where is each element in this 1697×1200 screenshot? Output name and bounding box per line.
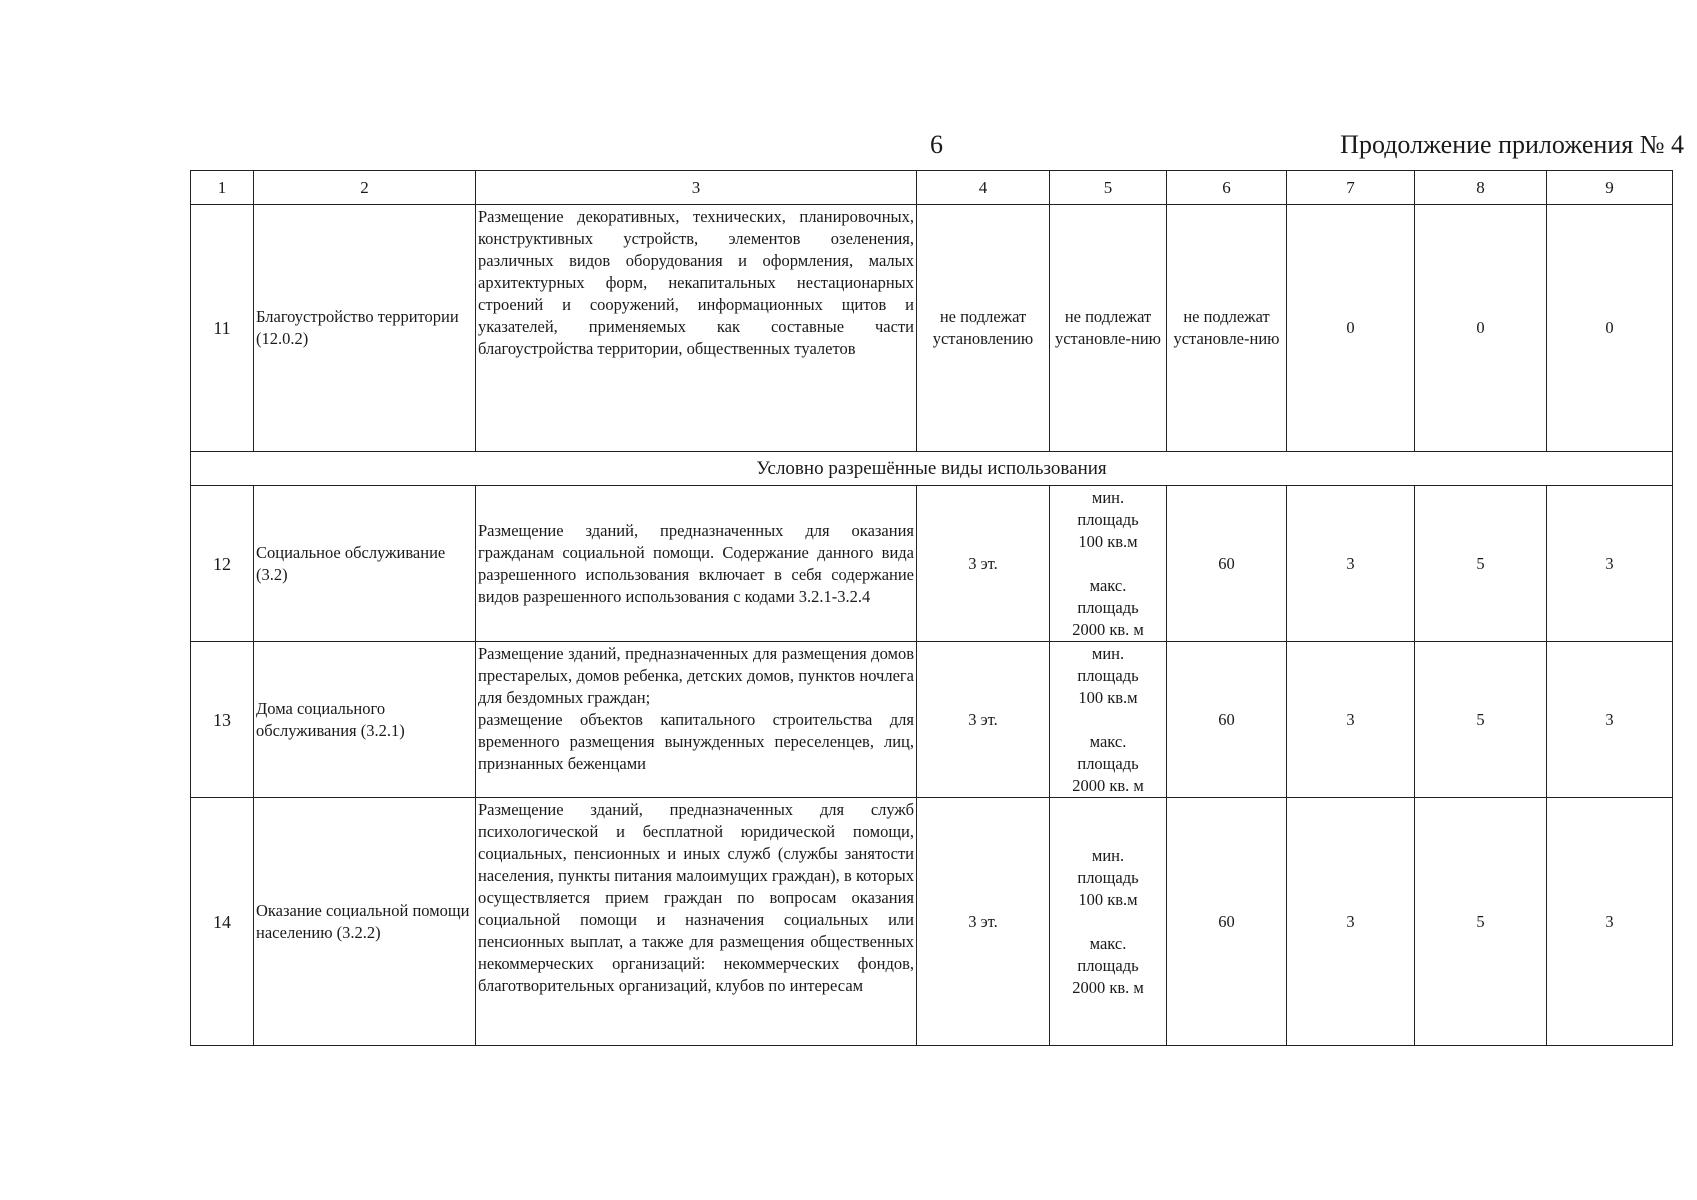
section-header-row xyxy=(191,452,1673,486)
column-number-row xyxy=(191,171,1673,205)
max-area-word: площадь xyxy=(1077,597,1139,617)
description-text: Размещение зданий, предназначенных для оказания гражданам социальной помощи. Содержание данного вида разрешенного использования включает в себя содержание видов разрешенного использования с кодами 3.2.1-3.2.4 xyxy=(478,521,914,606)
cell-col7: 3 xyxy=(1287,642,1415,798)
max-area-word: площадь xyxy=(1077,955,1139,975)
max-area-value: 2000 кв. м xyxy=(1072,619,1144,639)
cell-col4: 3 эт. xyxy=(917,486,1050,642)
use-type-name: Благоустройство территории (12.0.2) xyxy=(254,205,476,452)
use-type-description xyxy=(476,205,917,452)
use-type-description xyxy=(476,798,917,1046)
cell-col6: 60 xyxy=(1167,798,1287,1046)
cell-col6: 60 xyxy=(1167,486,1287,642)
row-number: 14 xyxy=(191,798,254,1046)
min-area-word: площадь xyxy=(1077,665,1139,685)
column-number: 9 xyxy=(1547,171,1673,205)
max-area-value: 2000 кв. м xyxy=(1072,775,1144,795)
cell-col5 xyxy=(1050,486,1167,642)
use-type-description xyxy=(476,642,917,798)
cell-col9: 3 xyxy=(1547,642,1673,798)
max-area-label: макс. xyxy=(1089,731,1127,751)
use-type-description xyxy=(476,486,917,642)
row-number: 13 xyxy=(191,642,254,798)
cell-col5: не подлежат установле-нию xyxy=(1050,205,1167,452)
use-type-name: Социальное обслуживание (3.2) xyxy=(254,486,476,642)
cell-col9: 0 xyxy=(1547,205,1673,452)
table-row xyxy=(191,642,1673,798)
min-area-value: 100 кв.м xyxy=(1078,889,1138,909)
column-number: 1 xyxy=(191,171,254,205)
cell-col7: 3 xyxy=(1287,486,1415,642)
cell-col4: 3 эт. xyxy=(917,642,1050,798)
use-type-name: Дома социального обслуживания (3.2.1) xyxy=(254,642,476,798)
cell-col5 xyxy=(1050,798,1167,1046)
column-number: 3 xyxy=(476,171,917,205)
min-area-label: мин. xyxy=(1091,487,1125,507)
description-text: Размещение зданий, предназначенных для служб психологической и бесплатной юридической помощи, социальных, пенсионных и иных служб (службы занятости населения, пункты питания малоимущих граждан), в которых осуществляется прием граждан по вопросам оказания социальной помощи и назначения социальных или пенсионных выплат, а также для размещения общественных некоммерческих организаций: некоммерческих фондов, благотворительных организаций, клубов по интересам xyxy=(478,800,914,995)
row-number: 12 xyxy=(191,486,254,642)
cell-col4: не подлежат установлению xyxy=(917,205,1050,452)
table-row xyxy=(191,205,1673,452)
max-area-label: макс. xyxy=(1089,575,1127,595)
max-area-label: макс. xyxy=(1089,933,1127,953)
description-text: Размещение зданий, предназначенных для размещения домов престарелых, домов ребенка, детских домов, пунктов ночлега для бездомных граждан; xyxy=(478,644,914,707)
description-text: Размещение декоративных, технических, планировочных, конструктивных устройств, элементов озеленения, различных видов оборудования и оформления, малых архитектурных форм, некапитальных нестационарных строений и сооружений, информационных щитов и указателей, применяемых как составные части благоустройства территории, общественных туалетов xyxy=(478,207,914,358)
column-number: 2 xyxy=(254,171,476,205)
cell-col9: 3 xyxy=(1547,486,1673,642)
cell-col6: не подлежат установле-нию xyxy=(1167,205,1287,452)
column-number: 6 xyxy=(1167,171,1287,205)
land-use-table xyxy=(190,170,1673,1046)
cell-col8: 5 xyxy=(1415,798,1547,1046)
cell-col5 xyxy=(1050,642,1167,798)
column-number: 4 xyxy=(917,171,1050,205)
cell-col8: 5 xyxy=(1415,486,1547,642)
section-title: Условно разрешённые виды использования xyxy=(191,452,1673,486)
description-text: размещение объектов капитального строительства для временного размещения вынужденных переселенцев, лиц, признанных беженцами xyxy=(478,710,914,773)
cell-col9: 3 xyxy=(1547,798,1673,1046)
min-area-word: площадь xyxy=(1077,867,1139,887)
cell-col8: 0 xyxy=(1415,205,1547,452)
table-row xyxy=(191,486,1673,642)
cell-col4: 3 эт. xyxy=(917,798,1050,1046)
min-area-value: 100 кв.м xyxy=(1078,687,1138,707)
cell-col6: 60 xyxy=(1167,642,1287,798)
cell-col7: 3 xyxy=(1287,798,1415,1046)
cell-col8: 5 xyxy=(1415,642,1547,798)
column-number: 5 xyxy=(1050,171,1167,205)
min-area-label: мин. xyxy=(1091,643,1125,663)
row-number: 11 xyxy=(191,205,254,452)
table-row xyxy=(191,798,1673,1046)
page-number: 6 xyxy=(930,130,943,159)
min-area-word: площадь xyxy=(1077,509,1139,529)
min-area-value: 100 кв.м xyxy=(1078,531,1138,551)
use-type-name: Оказание социальной помощи населению (3.2.2) xyxy=(254,798,476,1046)
max-area-value: 2000 кв. м xyxy=(1072,977,1144,997)
column-number: 8 xyxy=(1415,171,1547,205)
min-area-label: мин. xyxy=(1091,845,1125,865)
column-number: 7 xyxy=(1287,171,1415,205)
cell-col7: 0 xyxy=(1287,205,1415,452)
max-area-word: площадь xyxy=(1077,753,1139,773)
continuation-title: Продолжение приложения № 4 xyxy=(1340,130,1684,159)
